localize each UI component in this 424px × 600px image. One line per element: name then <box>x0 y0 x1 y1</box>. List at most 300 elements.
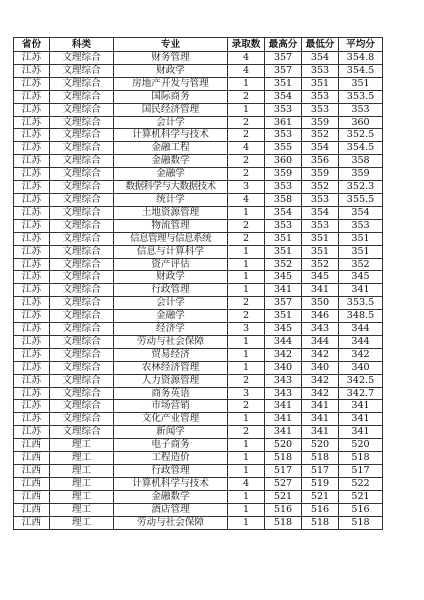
admitted-cell: 1 <box>228 361 265 374</box>
major-cell: 财政学 <box>114 271 228 284</box>
table-row <box>14 258 383 271</box>
avg-score-cell: 353 <box>339 219 383 232</box>
min-score-cell: 340 <box>302 361 339 374</box>
max-score-cell: 352 <box>265 258 302 271</box>
max-score-cell: 518 <box>265 516 302 529</box>
min-score-cell: 517 <box>302 465 339 478</box>
province-cell: 江苏 <box>14 193 50 206</box>
province-cell: 江苏 <box>14 168 50 181</box>
admitted-cell: 4 <box>228 193 265 206</box>
max-score-cell: 354 <box>265 90 302 103</box>
table-row <box>14 103 383 116</box>
category-cell: 理工 <box>50 452 114 465</box>
admitted-cell: 1 <box>228 271 265 284</box>
min-score-cell: 359 <box>302 116 339 129</box>
admitted-cell: 3 <box>228 181 265 194</box>
avg-score-cell: 520 <box>339 439 383 452</box>
max-score-cell: 353 <box>265 219 302 232</box>
category-cell: 理工 <box>50 503 114 516</box>
category-cell: 文理综合 <box>50 284 114 297</box>
min-score-cell: 351 <box>302 232 339 245</box>
major-cell: 金融数学 <box>114 155 228 168</box>
province-cell: 江苏 <box>14 348 50 361</box>
avg-score-cell: 344 <box>339 323 383 336</box>
max-score-cell: 344 <box>265 335 302 348</box>
category-cell: 文理综合 <box>50 374 114 387</box>
major-cell: 商务英语 <box>114 387 228 400</box>
province-cell: 江苏 <box>14 271 50 284</box>
max-score-cell: 359 <box>265 168 302 181</box>
max-score-cell: 518 <box>265 452 302 465</box>
category-cell: 文理综合 <box>50 271 114 284</box>
table-row <box>14 129 383 142</box>
category-cell: 理工 <box>50 439 114 452</box>
major-cell: 贸易经济 <box>114 348 228 361</box>
major-cell: 财务管理 <box>114 52 228 65</box>
table-row <box>14 245 383 258</box>
major-cell: 国民经济管理 <box>114 103 228 116</box>
category-cell: 文理综合 <box>50 245 114 258</box>
major-cell: 人力资源管理 <box>114 374 228 387</box>
avg-score-cell: 359 <box>339 168 383 181</box>
category-cell: 文理综合 <box>50 400 114 413</box>
avg-score-cell: 351 <box>339 77 383 90</box>
avg-score-cell: 354 <box>339 206 383 219</box>
category-cell: 文理综合 <box>50 310 114 323</box>
category-cell: 文理综合 <box>50 193 114 206</box>
major-cell: 计算机科学与技术 <box>114 129 228 142</box>
category-cell: 文理综合 <box>50 219 114 232</box>
major-cell: 金融学 <box>114 168 228 181</box>
category-cell: 文理综合 <box>50 77 114 90</box>
max-score-cell: 341 <box>265 284 302 297</box>
category-cell: 文理综合 <box>50 64 114 77</box>
avg-score-cell: 351 <box>339 245 383 258</box>
province-cell: 江苏 <box>14 387 50 400</box>
admitted-cell: 1 <box>228 490 265 503</box>
avg-score-cell: 353.5 <box>339 90 383 103</box>
province-cell: 江苏 <box>14 206 50 219</box>
province-cell: 江苏 <box>14 129 50 142</box>
major-cell: 酒店管理 <box>114 503 228 516</box>
major-cell: 电子商务 <box>114 439 228 452</box>
header-category: 科类 <box>50 38 114 52</box>
admitted-cell: 2 <box>228 90 265 103</box>
table-row <box>14 64 383 77</box>
major-cell: 会计学 <box>114 116 228 129</box>
max-score-cell: 355 <box>265 142 302 155</box>
major-cell: 经济学 <box>114 323 228 336</box>
admitted-cell: 2 <box>228 310 265 323</box>
admission-score-table <box>13 37 383 530</box>
province-cell: 江苏 <box>14 361 50 374</box>
major-cell: 农林经济管理 <box>114 361 228 374</box>
max-score-cell: 357 <box>265 52 302 65</box>
max-score-cell: 361 <box>265 116 302 129</box>
province-cell: 江苏 <box>14 90 50 103</box>
table-row <box>14 400 383 413</box>
province-cell: 江苏 <box>14 155 50 168</box>
avg-score-cell: 341 <box>339 400 383 413</box>
category-cell: 理工 <box>50 516 114 529</box>
province-cell: 江苏 <box>14 245 50 258</box>
admitted-cell: 2 <box>228 155 265 168</box>
admitted-cell: 1 <box>228 413 265 426</box>
max-score-cell: 353 <box>265 181 302 194</box>
admitted-cell: 1 <box>228 348 265 361</box>
avg-score-cell: 518 <box>339 516 383 529</box>
avg-score-cell: 354.5 <box>339 142 383 155</box>
admitted-cell: 2 <box>228 129 265 142</box>
table-row <box>14 490 383 503</box>
max-score-cell: 353 <box>265 129 302 142</box>
min-score-cell: 518 <box>302 452 339 465</box>
province-cell: 江西 <box>14 465 50 478</box>
max-score-cell: 357 <box>265 64 302 77</box>
admitted-cell: 4 <box>228 477 265 490</box>
province-cell: 江苏 <box>14 413 50 426</box>
table-row <box>14 90 383 103</box>
admitted-cell: 2 <box>228 426 265 439</box>
min-score-cell: 519 <box>302 477 339 490</box>
province-cell: 江苏 <box>14 219 50 232</box>
min-score-cell: 353 <box>302 193 339 206</box>
avg-score-cell: 516 <box>339 503 383 516</box>
table-row <box>14 232 383 245</box>
major-cell: 工程造价 <box>114 452 228 465</box>
admitted-cell: 1 <box>228 258 265 271</box>
table-row <box>14 477 383 490</box>
table-row <box>14 387 383 400</box>
province-cell: 江苏 <box>14 116 50 129</box>
min-score-cell: 350 <box>302 297 339 310</box>
max-score-cell: 527 <box>265 477 302 490</box>
major-cell: 信息与计算科学 <box>114 245 228 258</box>
min-score-cell: 516 <box>302 503 339 516</box>
admitted-cell: 4 <box>228 52 265 65</box>
table-row <box>14 168 383 181</box>
admitted-cell: 1 <box>228 77 265 90</box>
max-score-cell: 342 <box>265 348 302 361</box>
admitted-cell: 1 <box>228 103 265 116</box>
major-cell: 行政管理 <box>114 465 228 478</box>
max-score-cell: 345 <box>265 323 302 336</box>
min-score-cell: 354 <box>302 142 339 155</box>
min-score-cell: 343 <box>302 323 339 336</box>
province-cell: 江西 <box>14 477 50 490</box>
max-score-cell: 345 <box>265 271 302 284</box>
table-row <box>14 335 383 348</box>
table-row <box>14 297 383 310</box>
province-cell: 江苏 <box>14 181 50 194</box>
max-score-cell: 358 <box>265 193 302 206</box>
admitted-cell: 2 <box>228 374 265 387</box>
table-row <box>14 374 383 387</box>
min-score-cell: 352 <box>302 181 339 194</box>
table-row <box>14 181 383 194</box>
category-cell: 理工 <box>50 477 114 490</box>
header-row <box>14 38 383 52</box>
category-cell: 文理综合 <box>50 90 114 103</box>
admitted-cell: 1 <box>228 503 265 516</box>
admitted-cell: 1 <box>228 516 265 529</box>
province-cell: 江西 <box>14 516 50 529</box>
major-cell: 金融学 <box>114 310 228 323</box>
avg-score-cell: 341 <box>339 426 383 439</box>
table-row <box>14 413 383 426</box>
max-score-cell: 517 <box>265 465 302 478</box>
province-cell: 江苏 <box>14 323 50 336</box>
major-cell: 统计学 <box>114 193 228 206</box>
max-score-cell: 516 <box>265 503 302 516</box>
table-row <box>14 426 383 439</box>
min-score-cell: 353 <box>302 103 339 116</box>
table-row <box>14 503 383 516</box>
category-cell: 文理综合 <box>50 413 114 426</box>
major-cell: 数据科学与大数据技术 <box>114 181 228 194</box>
min-score-cell: 521 <box>302 490 339 503</box>
table-row <box>14 193 383 206</box>
min-score-cell: 353 <box>302 90 339 103</box>
max-score-cell: 341 <box>265 400 302 413</box>
major-cell: 物流管理 <box>114 219 228 232</box>
min-score-cell: 351 <box>302 77 339 90</box>
province-cell: 江西 <box>14 452 50 465</box>
min-score-cell: 352 <box>302 258 339 271</box>
avg-score-cell: 521 <box>339 490 383 503</box>
major-cell: 金融数学 <box>114 490 228 503</box>
table-row <box>14 310 383 323</box>
avg-score-cell: 354.5 <box>339 64 383 77</box>
table-row <box>14 52 383 65</box>
max-score-cell: 520 <box>265 439 302 452</box>
category-cell: 理工 <box>50 490 114 503</box>
province-cell: 江苏 <box>14 77 50 90</box>
avg-score-cell: 518 <box>339 452 383 465</box>
max-score-cell: 351 <box>265 310 302 323</box>
avg-score-cell: 352.3 <box>339 181 383 194</box>
avg-score-cell: 517 <box>339 465 383 478</box>
avg-score-cell: 355.5 <box>339 193 383 206</box>
province-cell: 江苏 <box>14 426 50 439</box>
avg-score-cell: 341 <box>339 284 383 297</box>
major-cell: 金融工程 <box>114 142 228 155</box>
avg-score-cell: 358 <box>339 155 383 168</box>
admitted-cell: 2 <box>228 168 265 181</box>
max-score-cell: 354 <box>265 206 302 219</box>
max-score-cell: 343 <box>265 387 302 400</box>
header-major: 专业 <box>114 38 228 52</box>
major-cell: 新闻学 <box>114 426 228 439</box>
table-row <box>14 206 383 219</box>
major-cell: 房地产开发与管理 <box>114 77 228 90</box>
avg-score-cell: 352.5 <box>339 129 383 142</box>
category-cell: 文理综合 <box>50 206 114 219</box>
min-score-cell: 342 <box>302 387 339 400</box>
province-cell: 江苏 <box>14 52 50 65</box>
avg-score-cell: 352 <box>339 258 383 271</box>
table-row <box>14 323 383 336</box>
category-cell: 文理综合 <box>50 142 114 155</box>
table-row <box>14 155 383 168</box>
table-row <box>14 516 383 529</box>
max-score-cell: 351 <box>265 245 302 258</box>
major-cell: 行政管理 <box>114 284 228 297</box>
category-cell: 文理综合 <box>50 232 114 245</box>
table-row <box>14 271 383 284</box>
admitted-cell: 3 <box>228 387 265 400</box>
max-score-cell: 343 <box>265 374 302 387</box>
category-cell: 文理综合 <box>50 168 114 181</box>
major-cell: 信息管理与信息系统 <box>114 232 228 245</box>
table-row <box>14 348 383 361</box>
admitted-cell: 2 <box>228 297 265 310</box>
avg-score-cell: 354.8 <box>339 52 383 65</box>
min-score-cell: 520 <box>302 439 339 452</box>
admitted-cell: 2 <box>228 400 265 413</box>
table-row <box>14 142 383 155</box>
header-province: 省份 <box>14 38 50 52</box>
major-cell: 资产评估 <box>114 258 228 271</box>
major-cell: 劳动与社会保障 <box>114 516 228 529</box>
province-cell: 江苏 <box>14 232 50 245</box>
max-score-cell: 351 <box>265 232 302 245</box>
province-cell: 江苏 <box>14 103 50 116</box>
admitted-cell: 1 <box>228 465 265 478</box>
min-score-cell: 341 <box>302 284 339 297</box>
min-score-cell: 354 <box>302 206 339 219</box>
min-score-cell: 341 <box>302 413 339 426</box>
avg-score-cell: 342 <box>339 348 383 361</box>
min-score-cell: 345 <box>302 271 339 284</box>
min-score-cell: 359 <box>302 168 339 181</box>
province-cell: 江西 <box>14 503 50 516</box>
admitted-cell: 2 <box>228 232 265 245</box>
max-score-cell: 353 <box>265 103 302 116</box>
avg-score-cell: 344 <box>339 335 383 348</box>
avg-score-cell: 345 <box>339 271 383 284</box>
province-cell: 江苏 <box>14 64 50 77</box>
major-cell: 国际商务 <box>114 90 228 103</box>
min-score-cell: 353 <box>302 219 339 232</box>
admitted-cell: 1 <box>228 245 265 258</box>
major-cell: 土地资源管理 <box>114 206 228 219</box>
category-cell: 文理综合 <box>50 258 114 271</box>
province-cell: 江苏 <box>14 374 50 387</box>
min-score-cell: 344 <box>302 335 339 348</box>
category-cell: 文理综合 <box>50 361 114 374</box>
admitted-cell: 1 <box>228 335 265 348</box>
max-score-cell: 360 <box>265 155 302 168</box>
min-score-cell: 341 <box>302 400 339 413</box>
admitted-cell: 4 <box>228 142 265 155</box>
major-cell: 市场营销 <box>114 400 228 413</box>
table-row <box>14 116 383 129</box>
header-avg-score: 平均分 <box>339 38 383 52</box>
table-row <box>14 439 383 452</box>
category-cell: 文理综合 <box>50 155 114 168</box>
province-cell: 江苏 <box>14 400 50 413</box>
category-cell: 文理综合 <box>50 129 114 142</box>
admitted-cell: 1 <box>228 284 265 297</box>
province-cell: 江苏 <box>14 297 50 310</box>
major-cell: 劳动与社会保障 <box>114 335 228 348</box>
avg-score-cell: 340 <box>339 361 383 374</box>
avg-score-cell: 353.5 <box>339 297 383 310</box>
min-score-cell: 352 <box>302 129 339 142</box>
avg-score-cell: 348.5 <box>339 310 383 323</box>
min-score-cell: 341 <box>302 426 339 439</box>
category-cell: 文理综合 <box>50 323 114 336</box>
max-score-cell: 341 <box>265 413 302 426</box>
header-admitted: 录取数 <box>228 38 265 52</box>
max-score-cell: 340 <box>265 361 302 374</box>
province-cell: 江西 <box>14 439 50 452</box>
province-cell: 江苏 <box>14 258 50 271</box>
province-cell: 江苏 <box>14 335 50 348</box>
min-score-cell: 346 <box>302 310 339 323</box>
admitted-cell: 1 <box>228 452 265 465</box>
avg-score-cell: 353 <box>339 103 383 116</box>
province-cell: 江西 <box>14 490 50 503</box>
admitted-cell: 1 <box>228 439 265 452</box>
table-row <box>14 452 383 465</box>
category-cell: 文理综合 <box>50 116 114 129</box>
table-row <box>14 77 383 90</box>
category-cell: 文理综合 <box>50 52 114 65</box>
major-cell: 计算机科学与技术 <box>114 477 228 490</box>
admitted-cell: 2 <box>228 116 265 129</box>
avg-score-cell: 360 <box>339 116 383 129</box>
admitted-cell: 2 <box>228 219 265 232</box>
province-cell: 江苏 <box>14 284 50 297</box>
max-score-cell: 351 <box>265 77 302 90</box>
category-cell: 文理综合 <box>50 103 114 116</box>
admitted-cell: 1 <box>228 206 265 219</box>
major-cell: 文化产业管理 <box>114 413 228 426</box>
category-cell: 理工 <box>50 465 114 478</box>
avg-score-cell: 342.5 <box>339 374 383 387</box>
min-score-cell: 353 <box>302 64 339 77</box>
avg-score-cell: 522 <box>339 477 383 490</box>
admitted-cell: 4 <box>228 64 265 77</box>
admitted-cell: 3 <box>228 323 265 336</box>
table-row <box>14 284 383 297</box>
table-row <box>14 361 383 374</box>
avg-score-cell: 342.7 <box>339 387 383 400</box>
major-cell: 财政学 <box>114 64 228 77</box>
min-score-cell: 354 <box>302 52 339 65</box>
max-score-cell: 521 <box>265 490 302 503</box>
min-score-cell: 518 <box>302 516 339 529</box>
category-cell: 文理综合 <box>50 335 114 348</box>
header-min-score: 最低分 <box>302 38 339 52</box>
table-row <box>14 465 383 478</box>
min-score-cell: 342 <box>302 374 339 387</box>
min-score-cell: 356 <box>302 155 339 168</box>
category-cell: 文理综合 <box>50 297 114 310</box>
province-cell: 江苏 <box>14 142 50 155</box>
avg-score-cell: 341 <box>339 413 383 426</box>
header-max-score: 最高分 <box>265 38 302 52</box>
category-cell: 文理综合 <box>50 387 114 400</box>
min-score-cell: 342 <box>302 348 339 361</box>
table-row <box>14 219 383 232</box>
max-score-cell: 357 <box>265 297 302 310</box>
category-cell: 文理综合 <box>50 348 114 361</box>
major-cell: 会计学 <box>114 297 228 310</box>
min-score-cell: 351 <box>302 245 339 258</box>
